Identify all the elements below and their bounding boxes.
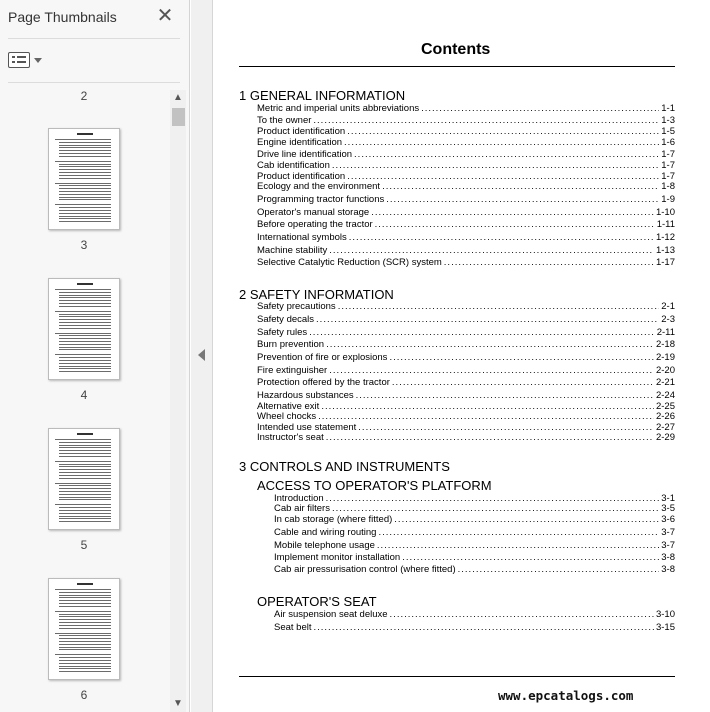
page-thumbnail-4[interactable] bbox=[48, 278, 120, 380]
page-thumbnail-6[interactable] bbox=[48, 578, 120, 680]
thumbnail-text-line bbox=[55, 333, 111, 334]
thumbnail-text-line bbox=[59, 341, 111, 342]
toc-entry-title: Seat belt bbox=[274, 622, 312, 633]
toc-entry-title: Cable and wiring routing bbox=[274, 527, 377, 538]
toc-entry-title: Introduction bbox=[274, 493, 324, 504]
dot-leader bbox=[309, 327, 655, 338]
toc-entry-title: Implement monitor installation bbox=[274, 552, 401, 563]
thumbnail-text-line bbox=[59, 207, 111, 208]
thumbnail-text-line bbox=[59, 628, 111, 629]
thumbnails-scrollbar[interactable] bbox=[170, 90, 186, 712]
toc-entry[interactable] bbox=[274, 552, 675, 563]
thumbnail-text-line bbox=[59, 625, 111, 626]
dot-leader bbox=[344, 137, 659, 148]
toc-entry-page: 2-26 bbox=[655, 411, 675, 422]
toc-entry-title: Product identification bbox=[257, 126, 346, 137]
toc-entry[interactable] bbox=[257, 245, 675, 256]
dot-leader bbox=[349, 232, 654, 243]
toc-entry[interactable] bbox=[257, 149, 675, 160]
toc-entry[interactable] bbox=[257, 160, 675, 171]
thumbnail-text-line bbox=[59, 319, 111, 320]
toc-entry[interactable] bbox=[257, 411, 675, 422]
thumbnail-text-line bbox=[59, 488, 111, 489]
subsection-heading: OPERATOR'S SEAT bbox=[257, 594, 377, 609]
thumbnail-text-line bbox=[59, 335, 111, 336]
dot-leader bbox=[444, 257, 654, 268]
toc-entry-page: 2-29 bbox=[655, 432, 675, 443]
toc-entry-page: 2-11 bbox=[656, 327, 675, 338]
thumbnail-text-line bbox=[59, 671, 111, 672]
thumbnail-text-line bbox=[59, 316, 111, 317]
page-number-label: 3 bbox=[80, 238, 88, 252]
toc-entry[interactable] bbox=[257, 314, 675, 325]
dot-leader bbox=[326, 339, 654, 350]
toc-entry-page: 1-7 bbox=[661, 160, 675, 171]
toc-entry-page: 2-25 bbox=[655, 401, 675, 412]
thumbnail-text-line bbox=[59, 175, 111, 176]
section-heading: 3 CONTROLS AND INSTRUMENTS bbox=[239, 459, 450, 474]
thumbnail-text-line bbox=[59, 453, 111, 454]
thumbnail-text-line bbox=[59, 521, 111, 522]
page-number-label: 6 bbox=[80, 688, 88, 702]
toc-entry-title: To the owner bbox=[257, 115, 312, 126]
collapse-panel-icon[interactable] bbox=[198, 349, 205, 361]
toc-entry-title: Alternative exit bbox=[257, 401, 320, 412]
thumbnail-text-line bbox=[59, 169, 111, 170]
thumbnail-text-line bbox=[59, 371, 111, 372]
dot-leader bbox=[375, 219, 655, 230]
toc-entry-page: 2-21 bbox=[655, 377, 675, 388]
thumbnail-text-line bbox=[59, 172, 111, 173]
thumbnail-text-line bbox=[59, 156, 111, 157]
section-heading: 1 GENERAL INFORMATION bbox=[239, 88, 406, 103]
panel-title: Page Thumbnails bbox=[8, 9, 117, 25]
thumbnail-text-line bbox=[59, 466, 111, 467]
thumbnail-text-line bbox=[55, 289, 111, 290]
toc-entry-title: Safety rules bbox=[257, 327, 308, 338]
thumbnail-text-line bbox=[59, 218, 111, 219]
toc-entry-page: 1-10 bbox=[655, 207, 675, 218]
thumbnail-text-line bbox=[59, 485, 111, 486]
toc-entry-title: Air suspension seat deluxe bbox=[274, 609, 388, 620]
toc-entry-title: Operator's manual storage bbox=[257, 207, 370, 218]
thumbnail-title-mark bbox=[77, 583, 93, 585]
thumbnail-text-line bbox=[59, 328, 111, 329]
thumbnail-text-line bbox=[59, 649, 111, 650]
thumbnail-text-line bbox=[59, 297, 111, 298]
toc-entry[interactable] bbox=[257, 103, 675, 114]
dot-leader bbox=[390, 609, 654, 620]
toc-entry[interactable] bbox=[257, 377, 675, 388]
thumbnail-text-line bbox=[59, 292, 111, 293]
thumbnail-text-line bbox=[59, 357, 111, 358]
toc-entry[interactable] bbox=[257, 232, 675, 243]
toc-entry-page: 1-7 bbox=[661, 149, 675, 160]
toc-entry-title: Cab air filters bbox=[274, 503, 330, 514]
toc-entry-title: Wheel chocks bbox=[257, 411, 317, 422]
toc-entry[interactable] bbox=[274, 540, 675, 551]
thumbnail-text-line bbox=[59, 191, 111, 192]
toc-entry-page: 1-3 bbox=[661, 115, 675, 126]
dot-leader bbox=[378, 527, 659, 538]
toc-entry-title: Prevention of fire or explosions bbox=[257, 352, 388, 363]
thumbnail-text-line bbox=[59, 497, 111, 498]
toc-entry-title: Mobile telephone usage bbox=[274, 540, 375, 551]
toc-entry-page: 3-7 bbox=[661, 540, 675, 551]
toc-entry[interactable] bbox=[257, 327, 675, 338]
dot-leader bbox=[314, 622, 654, 633]
toc-entry[interactable] bbox=[257, 352, 675, 363]
toc-entry[interactable] bbox=[274, 514, 675, 525]
thumbnail-text-line bbox=[59, 197, 111, 198]
toc-entry[interactable] bbox=[257, 126, 675, 137]
toc-entry-page: 1-12 bbox=[655, 232, 675, 243]
toc-entry[interactable] bbox=[274, 564, 675, 575]
thumbnail-text-line bbox=[59, 442, 111, 443]
toc-entry-title: Metric and imperial units abbreviations bbox=[257, 103, 420, 114]
thumbnail-text-line bbox=[59, 507, 111, 508]
dot-leader bbox=[329, 245, 654, 256]
toc-entry-title: Before operating the tractor bbox=[257, 219, 373, 230]
toc-entry-page: 1-11 bbox=[656, 219, 675, 230]
dot-leader bbox=[354, 149, 659, 160]
toc-entry-page: 1-8 bbox=[661, 181, 675, 192]
toc-entry-title: Burn prevention bbox=[257, 339, 325, 350]
page-number-label: 2 bbox=[80, 89, 88, 103]
thumbnail-text-line bbox=[59, 592, 111, 593]
thumbnail-text-line bbox=[59, 216, 111, 217]
thumbnail-text-line bbox=[59, 657, 111, 658]
thumbnail-text-line bbox=[59, 194, 111, 195]
thumbnail-text-line bbox=[59, 614, 111, 615]
dot-leader bbox=[326, 432, 654, 443]
toc-entry-title: Engine identification bbox=[257, 137, 343, 148]
divider bbox=[239, 66, 675, 67]
thumbnail-text-line bbox=[59, 300, 111, 301]
toc-entry-title: Ecology and the environment bbox=[257, 181, 381, 192]
thumbnail-text-line bbox=[55, 504, 111, 505]
toc-entry[interactable] bbox=[257, 301, 675, 312]
thumbnail-text-line bbox=[59, 469, 111, 470]
toc-entry-page: 1-13 bbox=[655, 245, 675, 256]
thumbnail-text-line bbox=[59, 668, 111, 669]
thumbnail-text-line bbox=[59, 510, 111, 511]
thumbnail-title-mark bbox=[77, 133, 93, 135]
toc-entry[interactable] bbox=[274, 503, 675, 514]
dot-leader bbox=[347, 126, 659, 137]
thumbnail-text-line bbox=[59, 314, 111, 315]
thumbnail-text-line bbox=[55, 611, 111, 612]
thumbnail-text-line bbox=[59, 178, 111, 179]
thumbnail-text-line bbox=[59, 164, 111, 165]
dot-leader bbox=[356, 390, 654, 401]
document-page bbox=[214, 0, 710, 712]
thumbnail-text-line bbox=[59, 595, 111, 596]
thumbnail-text-line bbox=[59, 494, 111, 495]
toc-entry-title: Safety decals bbox=[257, 314, 315, 325]
thumbnail-text-line bbox=[59, 142, 111, 143]
thumbnail-title-mark bbox=[77, 283, 93, 285]
thumbnail-text-line bbox=[59, 600, 111, 601]
thumbnail-text-line bbox=[55, 654, 111, 655]
toc-entry-page: 2-18 bbox=[655, 339, 675, 350]
thumbnail-text-line bbox=[59, 295, 111, 296]
thumbnail-text-line bbox=[59, 616, 111, 617]
toc-entry-title: Hazardous substances bbox=[257, 390, 354, 401]
thumbnail-text-line bbox=[59, 349, 111, 350]
thumbnail-text-line bbox=[55, 204, 111, 205]
thumbnail-text-line bbox=[59, 597, 111, 598]
toc-entry[interactable] bbox=[257, 365, 675, 376]
toc-entry-title: In cab storage (where fitted) bbox=[274, 514, 393, 525]
thumbnail-text-line bbox=[59, 303, 111, 304]
toc-entry[interactable] bbox=[257, 207, 675, 218]
toc-entry-page: 3-6 bbox=[661, 514, 675, 525]
toc-entry-page: 1-6 bbox=[661, 137, 675, 148]
toc-entry[interactable] bbox=[257, 115, 675, 126]
toc-entry-page: 1-17 bbox=[655, 257, 675, 268]
scroll-down-icon[interactable]: ▼ bbox=[173, 698, 183, 709]
toc-entry-title: Protection offered by the tractor bbox=[257, 377, 390, 388]
toc-entry-page: 1-7 bbox=[661, 171, 675, 182]
dot-leader bbox=[421, 103, 659, 114]
toc-entry-title: Instructor's seat bbox=[257, 432, 324, 443]
thumbnail-text-line bbox=[59, 306, 111, 307]
toc-entry[interactable] bbox=[257, 339, 675, 350]
subsection-heading: ACCESS TO OPERATOR'S PLATFORM bbox=[257, 478, 492, 493]
thumbnail-text-line bbox=[59, 366, 111, 367]
dot-leader bbox=[392, 377, 654, 388]
toc-entry-page: 1-1 bbox=[661, 103, 675, 114]
dot-leader bbox=[329, 365, 654, 376]
toc-entry-page: 2-3 bbox=[661, 314, 675, 325]
thumbnail-text-line bbox=[55, 354, 111, 355]
toc-entry-title: Product identification bbox=[257, 171, 346, 182]
dot-leader bbox=[386, 194, 659, 205]
section-heading: 2 SAFETY INFORMATION bbox=[239, 287, 394, 302]
thumbnail-text-line bbox=[59, 499, 111, 500]
dot-leader bbox=[338, 301, 660, 312]
close-icon[interactable]: ✕ bbox=[156, 5, 174, 27]
toc-entry-page: 3-8 bbox=[661, 552, 675, 563]
toc-entry[interactable] bbox=[274, 622, 675, 633]
toc-entry-title: Intended use statement bbox=[257, 422, 357, 433]
toc-entry[interactable] bbox=[257, 432, 675, 443]
toc-entry-title: Fire extinguisher bbox=[257, 365, 328, 376]
toc-entry[interactable] bbox=[257, 219, 675, 230]
dot-leader bbox=[332, 503, 659, 514]
dot-leader bbox=[371, 207, 654, 218]
page-number-label: 4 bbox=[80, 388, 88, 402]
thumbnail-text-line bbox=[59, 325, 111, 326]
thumbnail-text-line bbox=[59, 464, 111, 465]
toc-entry-title: Selective Catalytic Reduction (SCR) system bbox=[257, 257, 442, 268]
thumbnail-text-line bbox=[59, 475, 111, 476]
toc-entry-page: 2-27 bbox=[655, 422, 675, 433]
thumbnail-title-mark bbox=[77, 433, 93, 435]
thumbnail-text-line bbox=[59, 491, 111, 492]
thumbnail-text-line bbox=[59, 322, 111, 323]
toc-entry-title: Programming tractor functions bbox=[257, 194, 385, 205]
thumbnail-text-line bbox=[55, 461, 111, 462]
toc-entry-title: International symbols bbox=[257, 232, 347, 243]
thumbnail-text-line bbox=[59, 210, 111, 211]
dot-leader bbox=[394, 514, 659, 525]
toc-entry-page: 3-15 bbox=[655, 622, 675, 633]
toc-entry-page: 3-8 bbox=[661, 564, 675, 575]
thumbnail-text-line bbox=[59, 516, 111, 517]
toc-entry-page: 3-7 bbox=[661, 527, 675, 538]
thumbnail-options-icon bbox=[8, 52, 30, 68]
page-thumbnails-panel bbox=[0, 0, 190, 712]
dot-leader bbox=[382, 181, 659, 192]
scroll-up-icon[interactable]: ▲ bbox=[173, 92, 183, 103]
toc-entry-page: 3-1 bbox=[661, 493, 675, 504]
scrollbar-thumb[interactable] bbox=[172, 108, 185, 126]
thumbnail-text-line bbox=[59, 213, 111, 214]
thumbnail-text-line bbox=[59, 147, 111, 148]
thumbnail-text-line bbox=[59, 472, 111, 473]
thumbnail-text-line bbox=[59, 145, 111, 146]
toc-entry-page: 2-1 bbox=[661, 301, 675, 312]
watermark-text: www.epcatalogs.com bbox=[498, 688, 634, 703]
thumbnail-text-line bbox=[59, 150, 111, 151]
dot-leader bbox=[318, 411, 654, 422]
thumbnail-text-line bbox=[55, 589, 111, 590]
thumbnail-text-line bbox=[59, 513, 111, 514]
thumbnail-text-line bbox=[55, 483, 111, 484]
chevron-down-icon bbox=[34, 58, 42, 63]
thumbnail-text-line bbox=[55, 183, 111, 184]
thumbnail-text-line bbox=[55, 311, 111, 312]
thumbnail-text-line bbox=[59, 518, 111, 519]
dot-leader bbox=[316, 314, 659, 325]
thumbnail-text-line bbox=[59, 641, 111, 642]
thumbnail-text-line bbox=[55, 633, 111, 634]
thumbnail-text-line bbox=[59, 347, 111, 348]
thumbnail-text-line bbox=[55, 139, 111, 140]
thumbnail-text-line bbox=[59, 622, 111, 623]
toc-entry-title: Drive line identification bbox=[257, 149, 353, 160]
thumbnail-text-line bbox=[59, 644, 111, 645]
thumbnail-text-line bbox=[59, 663, 111, 664]
thumbnail-text-line bbox=[59, 638, 111, 639]
toc-entry-page: 2-24 bbox=[655, 390, 675, 401]
thumbnail-text-line bbox=[59, 666, 111, 667]
toc-entry-title: Cab air pressurisation control (where fitted) bbox=[274, 564, 456, 575]
toc-entry-title: Safety precautions bbox=[257, 301, 336, 312]
thumbnail-text-line bbox=[59, 478, 111, 479]
thumbnail-text-line bbox=[59, 185, 111, 186]
toc-entry[interactable] bbox=[257, 137, 675, 148]
toc-entry-page: 3-5 bbox=[661, 503, 675, 514]
toc-entry[interactable] bbox=[274, 609, 675, 620]
thumbnail-text-line bbox=[59, 445, 111, 446]
dot-leader bbox=[458, 564, 660, 575]
page-title: Contents bbox=[421, 41, 491, 58]
thumbnail-text-line bbox=[59, 221, 111, 222]
thumbnail-text-line bbox=[59, 338, 111, 339]
thumbnail-text-line bbox=[59, 153, 111, 154]
thumbnail-options-button[interactable] bbox=[8, 50, 44, 72]
toc-entry-page: 3-10 bbox=[655, 609, 675, 620]
dot-leader bbox=[332, 160, 659, 171]
thumbnail-text-line bbox=[59, 199, 111, 200]
thumbnail-text-line bbox=[59, 447, 111, 448]
thumbnail-text-line bbox=[55, 439, 111, 440]
toc-entry-title: Machine stability bbox=[257, 245, 328, 256]
toc-entry-page: 1-9 bbox=[661, 194, 675, 205]
thumbnail-text-line bbox=[59, 635, 111, 636]
thumbnail-text-line bbox=[59, 368, 111, 369]
page-thumbnail-5[interactable] bbox=[48, 428, 120, 530]
thumbnail-text-line bbox=[59, 450, 111, 451]
toc-entry-page: 2-20 bbox=[655, 365, 675, 376]
dot-leader bbox=[313, 115, 659, 126]
thumbnail-text-line bbox=[55, 161, 111, 162]
toc-entry[interactable] bbox=[257, 390, 675, 401]
toc-entry-page: 1-5 bbox=[661, 126, 675, 137]
divider bbox=[8, 38, 180, 39]
thumbnail-text-line bbox=[59, 344, 111, 345]
thumbnail-text-line bbox=[59, 456, 111, 457]
toc-entry-title: Cab identification bbox=[257, 160, 330, 171]
thumbnail-text-line bbox=[59, 619, 111, 620]
thumbnail-text-line bbox=[59, 603, 111, 604]
toc-entry-page: 2-19 bbox=[655, 352, 675, 363]
toc-entry[interactable] bbox=[257, 181, 675, 192]
thumbnail-text-line bbox=[59, 188, 111, 189]
divider bbox=[8, 82, 180, 83]
toc-entry[interactable] bbox=[257, 194, 675, 205]
toc-entry[interactable] bbox=[257, 257, 675, 268]
page-number-label: 5 bbox=[80, 538, 88, 552]
thumbnail-text-line bbox=[59, 647, 111, 648]
dot-leader bbox=[402, 552, 659, 563]
dot-leader bbox=[377, 540, 659, 551]
divider bbox=[239, 676, 675, 677]
page-thumbnail-3[interactable] bbox=[48, 128, 120, 230]
dot-leader bbox=[389, 352, 654, 363]
thumbnail-text-line bbox=[59, 363, 111, 364]
thumbnail-text-line bbox=[59, 166, 111, 167]
thumbnail-text-line bbox=[59, 660, 111, 661]
thumbnail-text-line bbox=[59, 360, 111, 361]
toc-entry[interactable] bbox=[274, 527, 675, 538]
thumbnail-text-line bbox=[59, 606, 111, 607]
